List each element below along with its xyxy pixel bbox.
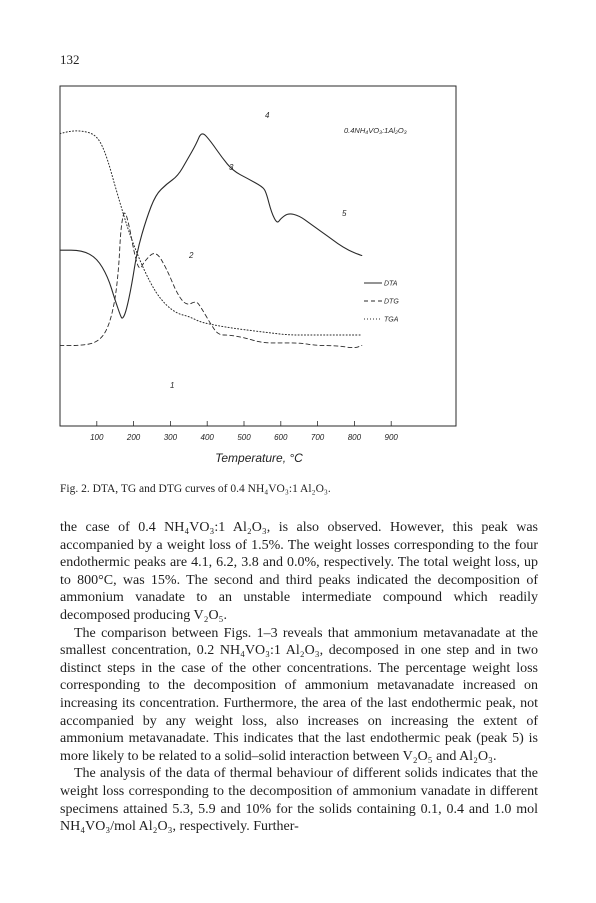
x-axis-tick-labels xyxy=(90,433,398,442)
paragraph-1: the case of 0.4 NH₄VO₃:1 Al₂O₃, is also observed. However, this peak was accompanied by a weight loss of 1.5%. The weight losses corresponding to the four endothermic peaks are 4.1, 6.2, 3.8 and 0.0%, respectively. The total weight loss, up to 800°C, was 15%. The second and third peaks indicated the decomposition of ammonium vanadate to an unstable intermediate compound which readily decomposed producing V₂O₅. xyxy=(60,520,538,623)
peak-label-4: 4 xyxy=(265,111,270,120)
x-tick-label-700: 700 xyxy=(310,433,325,442)
legend-label-dta: DTA xyxy=(384,280,398,288)
legend-label-dtg: DTG xyxy=(384,298,399,306)
figure-caption: Fig. 2. DTA, TG and DTG curves of 0.4 NH₄VO₃:1 Al₂O₃. xyxy=(60,483,331,495)
x-tick-label-400: 400 xyxy=(200,433,214,442)
legend xyxy=(364,281,399,324)
paragraph-3: The analysis of the data of thermal behaviour of different solids indicates that the weight loss corresponding to the decomposition of ammonium vanadate in different specimens attained 5.3, 5.9 and 10% for the solids containing 0.1, 0.4 and 1.0 mol NH₄VO₃/mol Al₂O₃, respectively. Further- xyxy=(60,766,538,835)
body-text xyxy=(60,519,538,836)
legend-label-tga: TGA xyxy=(384,316,399,324)
x-tick-label-200: 200 xyxy=(126,433,141,442)
x-tick-label-100: 100 xyxy=(90,433,104,442)
x-tick-label-900: 900 xyxy=(384,433,398,442)
paragraph-2: The comparison between Figs. 1–3 reveals that ammonium metavanadate at the smallest concentration, 0.2 NH₄VO₃:1 Al₂O₃, decomposed in one step and in two distinct steps in the case of the other concentrations. The percentage weight loss corresponding to the decomposition of ammonium metavanadate increased on increasing its concentration. Furthermore, the area of the last endothermic peak, not accompanied by any weight loss, also increases on increasing the extent of ammonium metavanadate. This indicates that the last endothermic peak (peak 5) is more likely to be related to a solid–solid interaction between V₂O₅ and Al₂O₃. xyxy=(60,625,538,764)
chart-series-layer xyxy=(60,131,362,348)
x-axis-title: Temperature, °C xyxy=(215,451,303,465)
peak-label-2: 2 xyxy=(189,251,194,260)
peak-labels xyxy=(170,111,347,390)
x-tick-label-500: 500 xyxy=(237,433,251,442)
peak-label-3: 3 xyxy=(229,163,234,172)
tga-curve xyxy=(60,131,362,335)
x-tick-label-600: 600 xyxy=(274,433,288,442)
x-tick-label-800: 800 xyxy=(347,433,362,442)
page-number: 132 xyxy=(60,52,80,67)
peak-label-5: 5 xyxy=(342,209,347,218)
x-tick-label-300: 300 xyxy=(163,433,178,442)
dtg-curve xyxy=(60,213,362,347)
x-axis-ticks xyxy=(97,421,391,426)
dta-curve xyxy=(60,134,362,318)
sample-label: 0.4NH₄VO₃:1Al₂O₃ xyxy=(344,126,407,135)
peak-label-1: 1 xyxy=(170,381,175,390)
